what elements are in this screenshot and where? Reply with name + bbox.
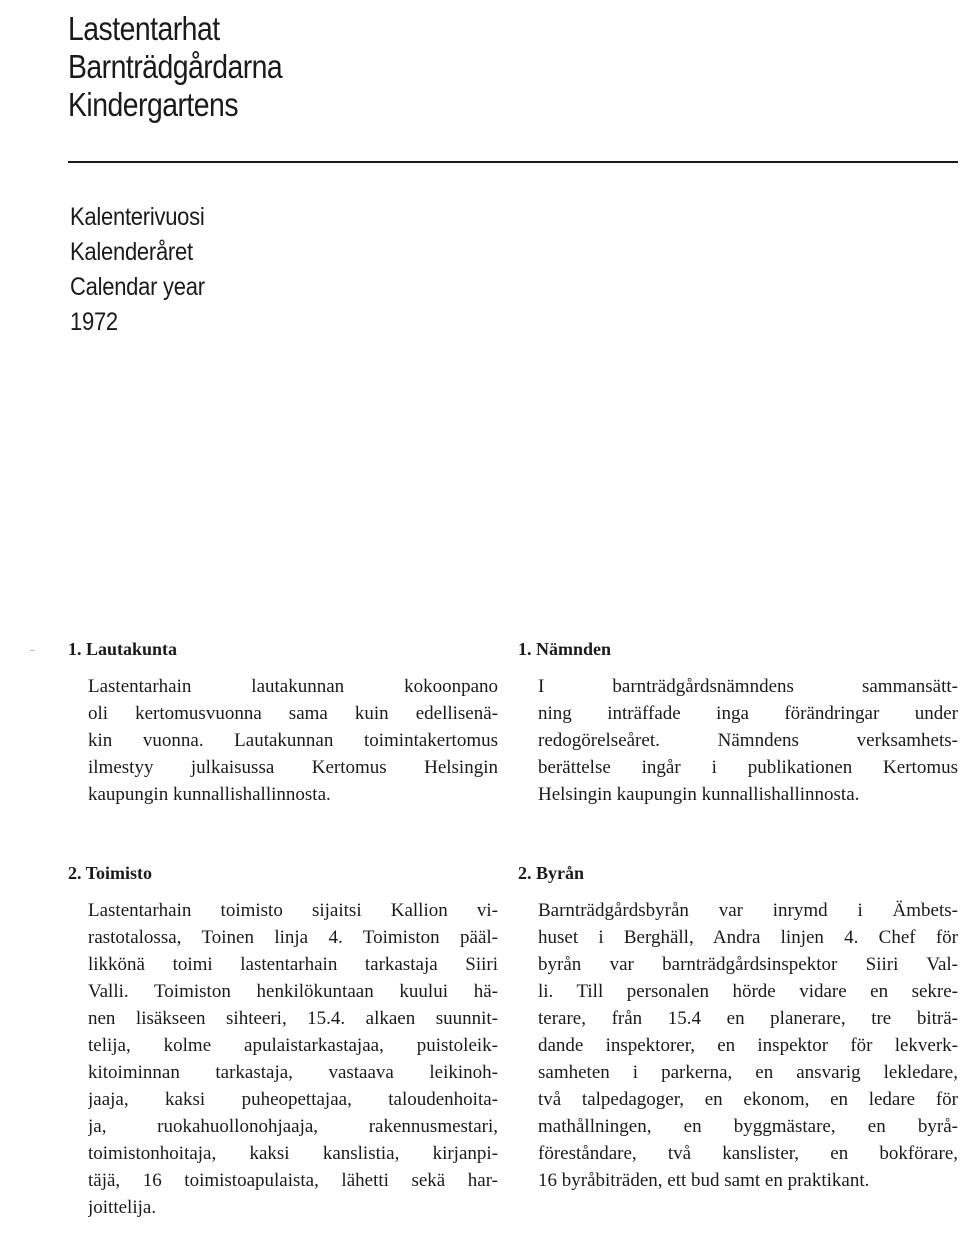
text-line: kin vuonna. Lautakunnan toimintakertomus	[88, 730, 498, 751]
text-line: Lastentarhain lautakunnan kokoonpano	[88, 676, 498, 697]
text-line: föreståndare, två kanslister, en bokförare,	[538, 1143, 958, 1164]
text-line: toimistonhoitaja, kaksi kanslistia, kirjanpi-	[88, 1143, 498, 1164]
section-heading: 1. Nämnden	[518, 639, 612, 659]
text-line: kaupungin kunnallishallinnosta.	[88, 784, 331, 805]
text-line: nen lisäkseen sihteeri, 15.4. alkaen suunnit-	[88, 1008, 498, 1029]
text-line: joittelija.	[88, 1197, 157, 1218]
text-line: oli kertomusvuonna sama kuin edellisenä-	[88, 703, 498, 724]
text-line: Helsingin kaupungin kunnallishallinnosta.	[538, 784, 860, 805]
text-line: berättelse ingår i publikationen Kertomus	[538, 757, 958, 778]
calendar-year-block	[70, 200, 205, 340]
text-line: täjä, 16 toimistoapulaista, lähetti sekä har-	[88, 1170, 498, 1191]
text-line: redogörelseåret. Nämndens verksamhets-	[538, 730, 958, 751]
title-line-finnish: Lastentarhat	[68, 10, 220, 47]
text-line: 16 byråbiträden, ett bud samt en praktikant.	[538, 1170, 870, 1191]
text-line: dande inspektorer, en inspektor för lekverk-	[538, 1035, 958, 1056]
text-line: två talpedagoger, en ekonom, en ledare för	[538, 1089, 958, 1110]
text-line: ilmestyy julkaisussa Kertomus Helsingin	[88, 757, 498, 778]
calendar-year: 1972	[70, 308, 118, 336]
text-line: terare, från 15.4 en planerare, tre biträ-	[538, 1008, 958, 1029]
section-paragraph	[68, 673, 498, 808]
text-line: jaaja, kaksi puheopettajaa, taloudenhoita-	[88, 1089, 498, 1110]
page-title	[68, 10, 282, 124]
section-paragraph	[518, 673, 958, 808]
calendar-label-swedish: Kalenderåret	[70, 238, 193, 266]
text-line: likkönä toimi lastentarhain tarkastaja Siiri	[88, 954, 498, 975]
section-toimisto	[68, 860, 498, 1221]
title-line-english: Kindergartens	[68, 86, 238, 123]
text-line: I barnträdgårdsnämndens sammansätt-	[538, 676, 958, 697]
text-line: ning inträffade inga förändringar under	[538, 703, 958, 724]
text-line: Lastentarhain toimisto sijaitsi Kallion vi-	[88, 900, 498, 921]
title-line-swedish: Barnträdgårdarna	[68, 48, 283, 85]
text-line: samheten i parkerna, en ansvarig lekledare,	[538, 1062, 958, 1083]
text-line: kitoiminnan tarkastaja, vastaava leikinoh-	[88, 1062, 498, 1083]
text-line: rastotalossa, Toinen linja 4. Toimiston pääl-	[88, 927, 498, 948]
margin-mark	[30, 650, 35, 651]
section-heading: 2. Byrån	[518, 863, 585, 883]
text-line: mathållningen, en byggmästare, en byrå-	[538, 1116, 958, 1137]
text-line: ja, ruokahuollonohjaaja, rakennusmestari,	[88, 1116, 498, 1137]
text-line: Barnträdgårdsbyrån var inrymd i Ämbets-	[538, 900, 958, 921]
section-paragraph	[518, 897, 958, 1194]
section-byran	[518, 860, 958, 1194]
text-line: Valli. Toimiston henkilökuntaan kuului hä-	[88, 981, 498, 1002]
section-paragraph	[68, 897, 498, 1221]
section-heading: 2. Toimisto	[68, 863, 153, 883]
section-heading: 1. Lautakunta	[68, 639, 178, 659]
title-divider	[68, 161, 958, 163]
text-line: huset i Berghäll, Andra linjen 4. Chef för	[538, 927, 958, 948]
calendar-label-english: Calendar year	[70, 273, 205, 301]
text-line: li. Till personalen hörde vidare en sekre-	[538, 981, 958, 1002]
text-line: byrån var barnträdgårdsinspektor Siiri Val-	[538, 954, 958, 975]
section-namnden	[518, 636, 958, 808]
calendar-label-finnish: Kalenterivuosi	[70, 203, 205, 231]
text-line: telija, kolme apulaistarkastajaa, puistoleik-	[88, 1035, 498, 1056]
section-lautakunta	[68, 636, 498, 808]
